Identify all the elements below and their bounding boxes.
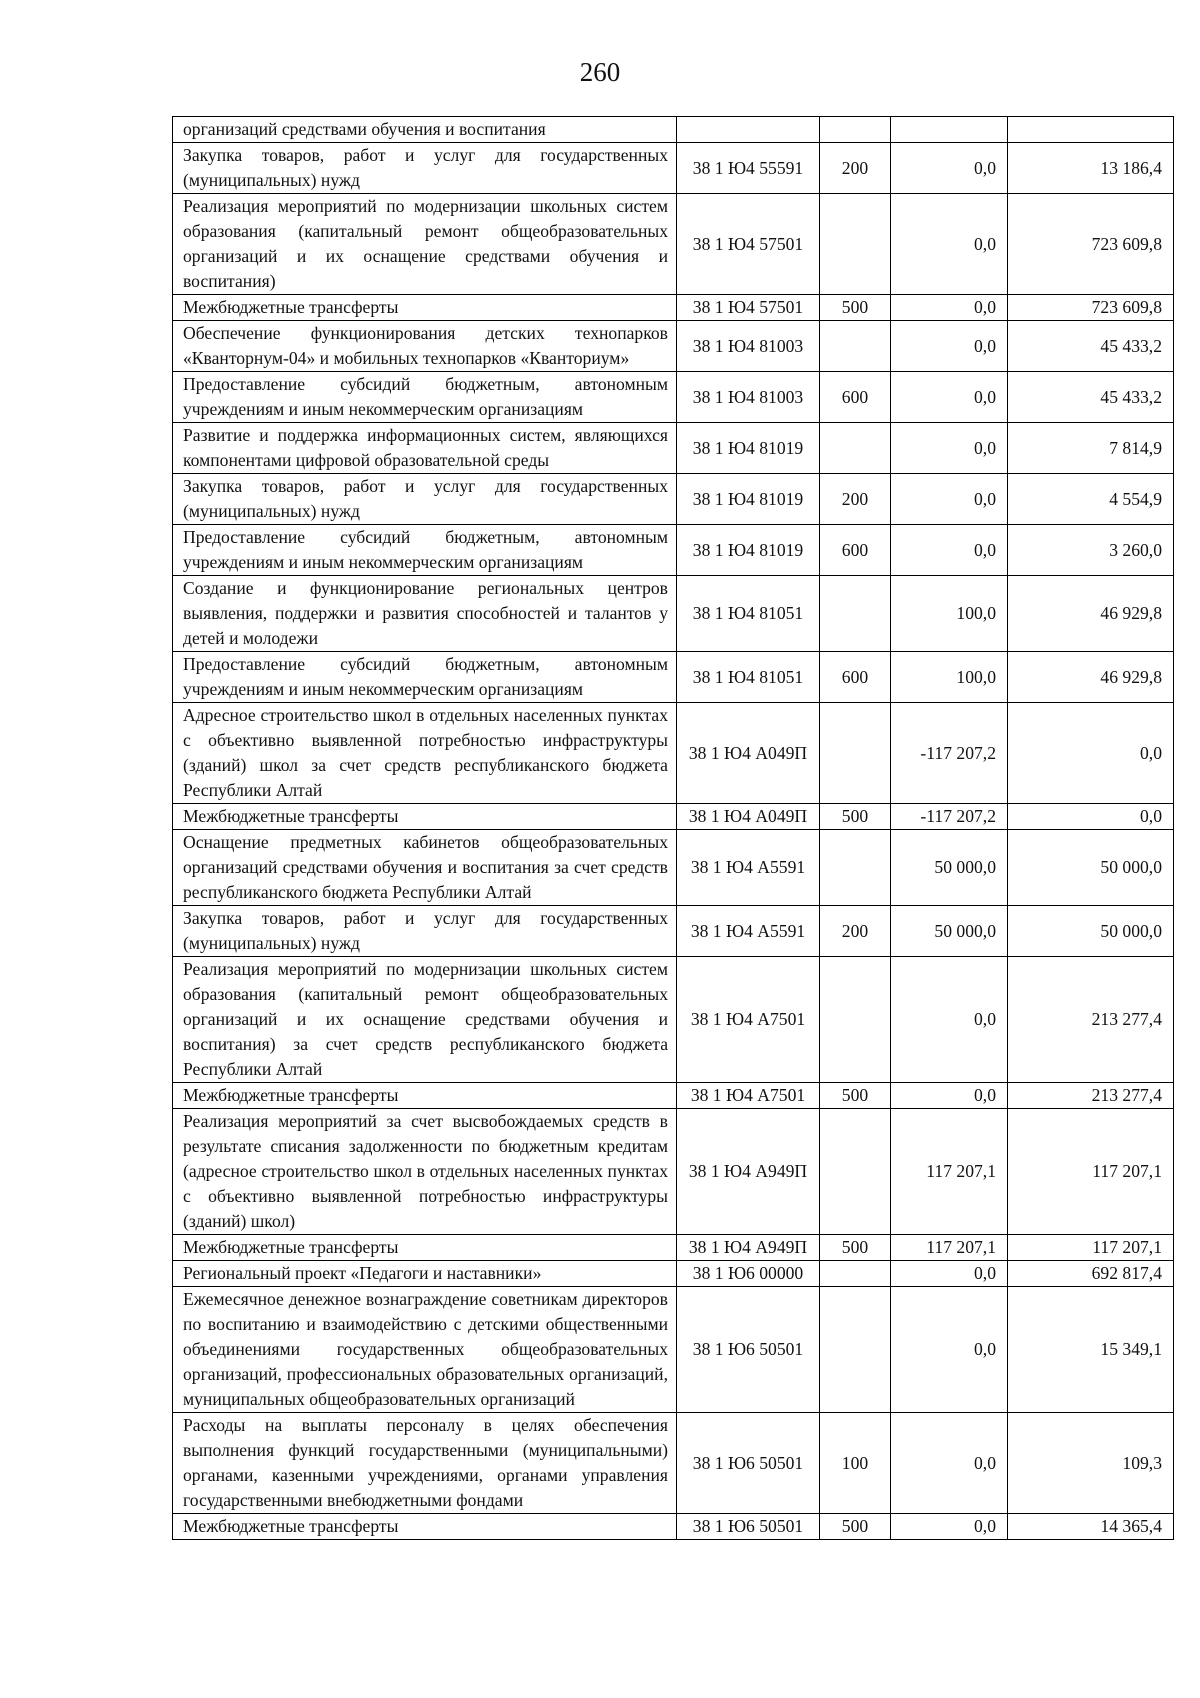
row-change-amount-cell: 0,0 — [891, 474, 1008, 525]
row-expense-type-cell: 600 — [820, 652, 891, 703]
table-row — [173, 1287, 1174, 1413]
row-name-cell: Реализация мероприятий по модернизации школьных систем образования (капитальный ремонт общеобразовательных организаций и их оснащение средствами обучения и воспитания) — [173, 194, 677, 295]
row-code-cell: 38 1 Ю4 81019 — [677, 474, 820, 525]
row-total-amount-cell: 109,3 — [1008, 1413, 1174, 1514]
row-change-amount-cell: 0,0 — [891, 295, 1008, 321]
row-expense-type-cell: 200 — [820, 474, 891, 525]
row-change-amount-cell: -117 207,2 — [891, 804, 1008, 830]
row-expense-type-cell — [820, 117, 891, 143]
row-total-amount-cell: 45 433,2 — [1008, 372, 1174, 423]
row-expense-type-cell: 200 — [820, 143, 891, 194]
row-name-cell: Межбюджетные трансферты — [173, 804, 677, 830]
row-expense-type-cell — [820, 194, 891, 295]
table-row — [173, 295, 1174, 321]
row-name-cell: Ежемесячное денежное вознаграждение советникам директоров по воспитанию и взаимодействию с детскими общественными объединениями государственных общеобразовательных организаций, профессиональных образовательных организаций, муниципальных общеобразовательных организаций — [173, 1287, 677, 1413]
row-expense-type-cell — [820, 830, 891, 906]
row-total-amount-cell: 50 000,0 — [1008, 830, 1174, 906]
row-change-amount-cell: 0,0 — [891, 1287, 1008, 1413]
table-row — [173, 372, 1174, 423]
row-expense-type-cell: 500 — [820, 1083, 891, 1109]
row-code-cell: 38 1 Ю4 81019 — [677, 423, 820, 474]
row-name-cell: Расходы на выплаты персоналу в целях обеспечения выполнения функций государственными (муниципальными) органами, казенными учреждениями, органами управления государственными внебюджетными фондами — [173, 1413, 677, 1514]
row-code-cell: 38 1 Ю4 81051 — [677, 652, 820, 703]
row-code-cell: 38 1 Ю4 А5591 — [677, 830, 820, 906]
row-expense-type-cell: 600 — [820, 372, 891, 423]
table-row — [173, 1083, 1174, 1109]
row-total-amount-cell: 117 207,1 — [1008, 1109, 1174, 1235]
row-change-amount-cell: 0,0 — [891, 143, 1008, 194]
row-change-amount-cell: 100,0 — [891, 652, 1008, 703]
table-row — [173, 143, 1174, 194]
row-change-amount-cell: 100,0 — [891, 576, 1008, 652]
table-row — [173, 804, 1174, 830]
row-change-amount-cell — [891, 117, 1008, 143]
table-row — [173, 423, 1174, 474]
table-row — [173, 194, 1174, 295]
row-total-amount-cell: 117 207,1 — [1008, 1235, 1174, 1261]
row-change-amount-cell: 0,0 — [891, 194, 1008, 295]
row-name-cell: Адресное строительство школ в отдельных населенных пунктах с объективно выявленной потребностью инфраструктуры (зданий) школ за счет средств республиканского бюджета Республики Алтай — [173, 703, 677, 804]
row-change-amount-cell: 0,0 — [891, 423, 1008, 474]
table-row — [173, 703, 1174, 804]
table-row — [173, 1514, 1174, 1540]
row-total-amount-cell: 4 554,9 — [1008, 474, 1174, 525]
row-name-cell: Закупка товаров, работ и услуг для государственных (муниципальных) нужд — [173, 906, 677, 957]
row-expense-type-cell — [820, 1109, 891, 1235]
row-name-cell: Предоставление субсидий бюджетным, автономным учреждениям и иным некоммерческим организациям — [173, 525, 677, 576]
row-name-cell: Межбюджетные трансферты — [173, 1514, 677, 1540]
row-name-cell: Реализация мероприятий по модернизации школьных систем образования (капитальный ремонт общеобразовательных организаций и их оснащение средствами обучения и воспитания) за счет средств республиканского бюджета Республики Алтай — [173, 957, 677, 1083]
row-change-amount-cell: 0,0 — [891, 321, 1008, 372]
row-code-cell: 38 1 Ю6 50501 — [677, 1413, 820, 1514]
row-expense-type-cell — [820, 957, 891, 1083]
row-total-amount-cell: 0,0 — [1008, 703, 1174, 804]
row-expense-type-cell: 500 — [820, 804, 891, 830]
row-change-amount-cell: 50 000,0 — [891, 906, 1008, 957]
table-row — [173, 1235, 1174, 1261]
row-change-amount-cell: -117 207,2 — [891, 703, 1008, 804]
row-total-amount-cell: 692 817,4 — [1008, 1261, 1174, 1287]
row-name-cell: организаций средствами обучения и воспитания — [173, 117, 677, 143]
row-total-amount-cell: 13 186,4 — [1008, 143, 1174, 194]
row-expense-type-cell — [820, 1261, 891, 1287]
row-code-cell — [677, 117, 820, 143]
row-code-cell: 38 1 Ю6 50501 — [677, 1514, 820, 1540]
row-total-amount-cell: 723 609,8 — [1008, 194, 1174, 295]
row-expense-type-cell: 600 — [820, 525, 891, 576]
budget-table-body — [173, 117, 1174, 1540]
row-expense-type-cell: 100 — [820, 1413, 891, 1514]
row-change-amount-cell: 0,0 — [891, 1083, 1008, 1109]
row-name-cell: Предоставление субсидий бюджетным, автономным учреждениям и иным некоммерческим организациям — [173, 372, 677, 423]
table-row — [173, 1261, 1174, 1287]
row-name-cell: Создание и функционирование региональных центров выявления, поддержки и развития способностей и талантов у детей и молодежи — [173, 576, 677, 652]
row-name-cell: Региональный проект «Педагоги и наставники» — [173, 1261, 677, 1287]
table-row — [173, 906, 1174, 957]
row-total-amount-cell: 213 277,4 — [1008, 1083, 1174, 1109]
row-expense-type-cell — [820, 1287, 891, 1413]
row-name-cell: Межбюджетные трансферты — [173, 1235, 677, 1261]
row-total-amount-cell: 7 814,9 — [1008, 423, 1174, 474]
row-code-cell: 38 1 Ю4 81019 — [677, 525, 820, 576]
row-change-amount-cell: 0,0 — [891, 957, 1008, 1083]
row-total-amount-cell: 213 277,4 — [1008, 957, 1174, 1083]
row-change-amount-cell: 0,0 — [891, 525, 1008, 576]
budget-table — [172, 116, 1174, 1540]
row-code-cell: 38 1 Ю4 А5591 — [677, 906, 820, 957]
table-row — [173, 474, 1174, 525]
row-change-amount-cell: 117 207,1 — [891, 1109, 1008, 1235]
row-total-amount-cell: 50 000,0 — [1008, 906, 1174, 957]
row-code-cell: 38 1 Ю4 А7501 — [677, 957, 820, 1083]
table-row — [173, 1109, 1174, 1235]
row-code-cell: 38 1 Ю6 00000 — [677, 1261, 820, 1287]
row-code-cell: 38 1 Ю4 57501 — [677, 295, 820, 321]
row-code-cell: 38 1 Ю4 А049П — [677, 804, 820, 830]
table-row — [173, 525, 1174, 576]
row-change-amount-cell: 50 000,0 — [891, 830, 1008, 906]
row-total-amount-cell: 45 433,2 — [1008, 321, 1174, 372]
table-row — [173, 1413, 1174, 1514]
row-total-amount-cell: 3 260,0 — [1008, 525, 1174, 576]
row-expense-type-cell: 500 — [820, 1514, 891, 1540]
table-row — [173, 652, 1174, 703]
row-name-cell: Реализация мероприятий за счет высвобождаемых средств в результате списания задолженности по бюджетным кредитам (адресное строительство школ в отдельных населенных пунктах с объективно выявленной потребностью инфраструктуры (зданий) школ) — [173, 1109, 677, 1235]
row-code-cell: 38 1 Ю6 50501 — [677, 1287, 820, 1413]
row-expense-type-cell: 500 — [820, 295, 891, 321]
row-code-cell: 38 1 Ю4 А949П — [677, 1109, 820, 1235]
table-row — [173, 957, 1174, 1083]
row-code-cell: 38 1 Ю4 А949П — [677, 1235, 820, 1261]
row-code-cell: 38 1 Ю4 А7501 — [677, 1083, 820, 1109]
row-expense-type-cell — [820, 576, 891, 652]
row-expense-type-cell — [820, 423, 891, 474]
row-total-amount-cell: 14 365,4 — [1008, 1514, 1174, 1540]
row-expense-type-cell — [820, 703, 891, 804]
row-code-cell: 38 1 Ю4 81003 — [677, 321, 820, 372]
row-change-amount-cell: 0,0 — [891, 1413, 1008, 1514]
row-name-cell: Межбюджетные трансферты — [173, 1083, 677, 1109]
row-name-cell: Межбюджетные трансферты — [173, 295, 677, 321]
table-row — [173, 321, 1174, 372]
table-row — [173, 830, 1174, 906]
row-name-cell: Закупка товаров, работ и услуг для государственных (муниципальных) нужд — [173, 474, 677, 525]
row-code-cell: 38 1 Ю4 57501 — [677, 194, 820, 295]
table-row — [173, 117, 1174, 143]
row-name-cell: Обеспечение функционирования детских технопарков «Кванторнум-04» и мобильных технопарков «Кванториум» — [173, 321, 677, 372]
row-total-amount-cell: 0,0 — [1008, 804, 1174, 830]
page-number: 260 — [579, 57, 621, 87]
row-total-amount-cell: 15 349,1 — [1008, 1287, 1174, 1413]
row-expense-type-cell: 500 — [820, 1235, 891, 1261]
row-total-amount-cell: 723 609,8 — [1008, 295, 1174, 321]
row-total-amount-cell — [1008, 117, 1174, 143]
table-row — [173, 576, 1174, 652]
row-name-cell: Развитие и поддержка информационных систем, являющихся компонентами цифровой образовательной среды — [173, 423, 677, 474]
row-expense-type-cell: 200 — [820, 906, 891, 957]
row-code-cell: 38 1 Ю4 55591 — [677, 143, 820, 194]
row-code-cell: 38 1 Ю4 81051 — [677, 576, 820, 652]
row-name-cell: Предоставление субсидий бюджетным, автономным учреждениям и иным некоммерческим организациям — [173, 652, 677, 703]
row-name-cell: Оснащение предметных кабинетов общеобразовательных организаций средствами обучения и воспитания за счет средств республиканского бюджета Республики Алтай — [173, 830, 677, 906]
row-total-amount-cell: 46 929,8 — [1008, 652, 1174, 703]
row-code-cell: 38 1 Ю4 А049П — [677, 703, 820, 804]
row-change-amount-cell: 0,0 — [891, 1514, 1008, 1540]
row-expense-type-cell — [820, 321, 891, 372]
row-change-amount-cell: 117 207,1 — [891, 1235, 1008, 1261]
row-total-amount-cell: 46 929,8 — [1008, 576, 1174, 652]
row-change-amount-cell: 0,0 — [891, 372, 1008, 423]
row-name-cell: Закупка товаров, работ и услуг для государственных (муниципальных) нужд — [173, 143, 677, 194]
row-change-amount-cell: 0,0 — [891, 1261, 1008, 1287]
row-code-cell: 38 1 Ю4 81003 — [677, 372, 820, 423]
